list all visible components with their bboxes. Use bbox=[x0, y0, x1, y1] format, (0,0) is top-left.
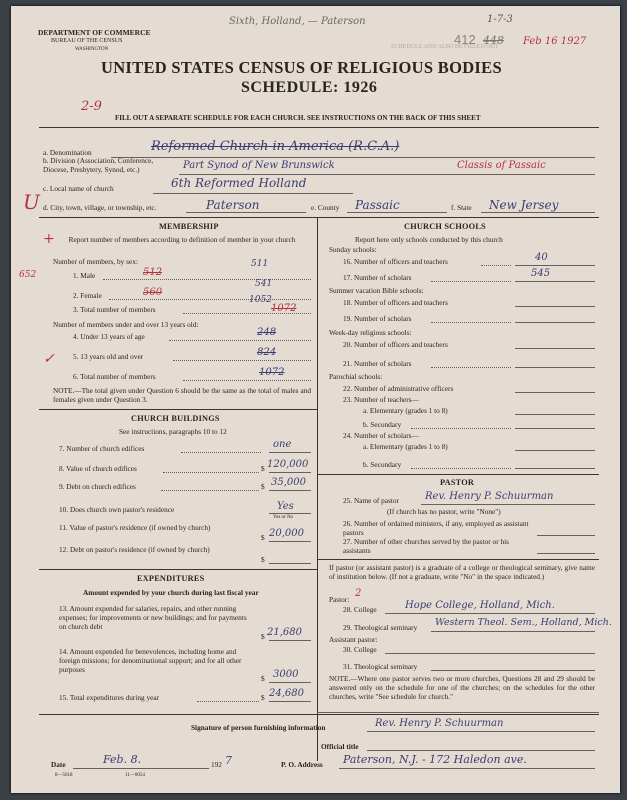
q25-value: Rev. Henry P. Schuurman bbox=[425, 491, 554, 502]
date-value: Feb. 8. bbox=[103, 753, 142, 766]
date-label: Date bbox=[51, 760, 66, 769]
struck-number: 448 bbox=[483, 34, 504, 47]
census-schedule-sheet: DEPARTMENT OF COMMERCE BUREAU OF THE CENSUS WASHINGTON SCHEDULE AND ALSO BE FILLED OUT 412 448 Sixth, Holland, — Paterson 1-7-3 Feb 16 1927 UNITED STATES CENSUS OF RELIGIOUS BODIES SCHEDULE: 1926 2-9 FILL OUT A SEPARATE SCHEDULE FOR EACH CHURCH. SEE INSTRUCTIONS ON THE BACK OF THIS SHEET a. Denomination Reformed Church in America (R.C.A.) b. Division (Association, Conference, Diocese, Presbytery, Synod, etc.) Part Synod of New Brunswick Classis of Passaic c. Local name of church 6th Reformed Holland U d. City, town, village, or township, etc. Paterson e. County Passaic f. State New Jersey MEMBERSHIP Report number of members according to definition of member in your church Number of members, by sex: 652 1. Male 512 511 2. Female 560 541 3. Total number of members 1052 1072 Number of members under and over 13 years old: 4. Under 13 years of age 248 5. 13 years old and over 824 6. Total number of members 1072 NOTE.—The total given under Question 6 should be the same as the total of males and females given under Question 3. + ✓ CHURCH BUILDINGS See instructions, paragraphs 10 to 12 7. Number of church edifices one 8. Value of church edifices $ 120,000 9. Debt on church edifices $ 35,000 10. Does church own pastor's residence Yes Yes or No 11. Value of pastor's residence (if owned by church) $ 20,000 12. Debt on pastor's residence (if owned by church) $ EXPENDITURES Amount expended by your church during last fiscal year 13. Amount expended for salaries, repairs, and other running expenses; for improvements or new buildings; and for payments on church debt $ 21,680 14. Amount expended for benevolences, including home and foreign missions; for denominational support; and for all other purposes $ 3000 15. Total expenditures during year $ 24,680 CHURCH SCHOOLS Report here only schools conducted by this church Sunday schools: 16. Number of officers and teachers 40 17. Number of scholars 545 Summer vacation Bible schools: 18. Number of officers and teachers 19. Number of scholars Week-day religious schools: 20. Number of officers and teachers 21. Number of scholars Parochial schools: 22. Number of administrative officers 23. Number of teachers— a. Elementary (grades 1 to 8) b. Secondary 24. Number of scholars— a. Elementary (grades 1 to 8) b. Secondary PASTOR 25. Name of pastor Rev. Henry P. Schuurman (If church has no pastor, write "None") 26. Number of ordained ministers, if any, employed as assistant pastors 27. Number of other churches served by the pastor or his assistants If pastor (or assistant pastor) is a graduate of a college or theological seminary, give name of institution below. (If not a graduate, write "No" in the space indicated.) Pastor: 2 28. College Hope College, Holland, Mich. 29. Theological seminary Western Theol. Sem., Holland, Mich. Assistant pastor: 30. College 31. Theological seminary NOTE.—Where one pastor serves two or more churches, Questions 28 and 29 should be answered only on the schedule for one of the churches; on the schedules for the other churches, write "See schedule for church." Signature of person furnishing information Rev. Henry P. Schuurman Official title Date Feb. 8. 192 7 P. O. Address Paterson, N.J. - 172 Haledon ave. 8—5618 11—0054 bbox=[11, 6, 620, 793]
margin-note-652: 652 bbox=[19, 270, 37, 280]
buildings-subhead: See instructions, paragraphs 10 to 12 bbox=[119, 427, 227, 436]
denomination-label: a. Denomination bbox=[43, 148, 92, 157]
q24b-label: b. Secondary bbox=[363, 460, 402, 469]
year-printed: 192 bbox=[211, 760, 222, 769]
division-value-red: Classis of Passaic bbox=[457, 160, 546, 171]
q12-label: 12. Debt on pastor's residence (if owned by church) bbox=[59, 545, 210, 554]
pastor-sublabel: Pastor: bbox=[329, 595, 350, 604]
q24a-label: a. Elementary (grades 1 to 8) bbox=[363, 442, 448, 451]
pastor-note: NOTE.—Where one pastor serves two or more churches, Questions 28 and 29 should be answered only on the schedule for one of the churches; on the schedules for the other churches, write "See schedule for church." bbox=[329, 674, 595, 701]
county-value: Passaic bbox=[355, 198, 400, 212]
age-intro: Number of members under and over 13 years old: bbox=[53, 320, 199, 329]
q22-label: 22. Number of administrative officers bbox=[343, 384, 454, 393]
q11-label: 11. Value of pastor's residence (if owned by church) bbox=[59, 523, 211, 532]
local-name-label: c. Local name of church bbox=[43, 184, 114, 193]
address-label: P. O. Address bbox=[281, 760, 323, 769]
q14-value: 3000 bbox=[273, 669, 299, 680]
q7-value: one bbox=[273, 439, 292, 450]
expenditures-subhead: Amount expended by your church during last fiscal year bbox=[83, 588, 259, 597]
state-label: f. State bbox=[451, 203, 472, 212]
q1-alt: 511 bbox=[251, 259, 269, 269]
q17-label: 17. Number of scholars bbox=[343, 273, 412, 282]
q15-label: 15. Total expenditures during year bbox=[59, 693, 160, 702]
signature-value: Rev. Henry P. Schuurman bbox=[375, 718, 504, 729]
membership-intro: Report number of members according to definition of member in your church bbox=[68, 235, 296, 244]
q13-value: 21,680 bbox=[267, 627, 302, 638]
q27-label: 27. Number of other churches served by the pastor or his assistants bbox=[343, 537, 509, 555]
faint-stamp: SCHEDULE AND ALSO BE FILLED OUT bbox=[391, 44, 499, 50]
q24-label: 24. Number of scholars— bbox=[343, 431, 419, 440]
q6-value: 1072 bbox=[259, 367, 285, 378]
q23-label: 23. Number of teachers— bbox=[343, 395, 419, 404]
q10-value: Yes bbox=[277, 501, 294, 512]
members-by-sex-label: Number of members, by sex: bbox=[53, 257, 138, 266]
red-plus-mark: + bbox=[43, 231, 55, 247]
q20-label: 20. Number of officers and teachers bbox=[343, 340, 448, 349]
q21-label: 21. Number of scholars bbox=[343, 359, 412, 368]
signature-label: Signature of person furnishing information bbox=[191, 723, 326, 732]
q23b-label: b. Secondary bbox=[363, 420, 402, 429]
q28-label: 28. College bbox=[343, 605, 377, 614]
q4-value: 248 bbox=[257, 327, 277, 338]
dept-name: DEPARTMENT OF COMMERCE bbox=[38, 28, 151, 37]
q31-label: 31. Theological seminary bbox=[343, 662, 418, 671]
year-handwritten: 7 bbox=[225, 754, 232, 767]
membership-note: NOTE.—The total given under Question 6 should be the same as the total of males and females given under Question 3. bbox=[53, 386, 311, 404]
q2-value: 560 bbox=[143, 287, 163, 298]
q14-label: 14. Amount expended for benevolences, including home and foreign missions; for denominational support; and for all other purposes bbox=[59, 647, 242, 674]
q25-hint: (If church has no pastor, write "None") bbox=[387, 507, 501, 516]
city-label: d. City, town, village, or township, etc. bbox=[43, 203, 157, 212]
sunday-schools-label: Sunday schools: bbox=[329, 245, 377, 254]
file-reference: Sixth, Holland, — Paterson bbox=[229, 16, 366, 27]
q5-value: 824 bbox=[257, 347, 277, 358]
official-title-label: Official title bbox=[321, 742, 359, 751]
form-code-1: 8—5618 bbox=[55, 773, 73, 778]
q5-label: 5. 13 years old and over bbox=[73, 352, 144, 361]
address-value: Paterson, N.J. - 172 Haledon ave. bbox=[343, 753, 527, 766]
schools-intro: Report here only schools conducted by this church bbox=[355, 235, 503, 244]
q15-value: 24,680 bbox=[269, 688, 304, 699]
denomination-value: Reformed Church in America (R.C.A.) bbox=[151, 139, 400, 154]
schools-heading: CHURCH SCHOOLS bbox=[404, 222, 486, 231]
buildings-heading: CHURCH BUILDINGS bbox=[131, 414, 220, 423]
division-value: Part Synod of New Brunswick bbox=[183, 160, 335, 171]
state-value: New Jersey bbox=[489, 198, 559, 212]
membership-heading: MEMBERSHIP bbox=[159, 222, 219, 231]
q29-label: 29. Theological seminary bbox=[343, 623, 418, 632]
local-name-value: 6th Reformed Holland bbox=[171, 176, 307, 190]
form-code-2: 11—0054 bbox=[125, 773, 145, 778]
weekday-schools-label: Week-day religious schools: bbox=[329, 328, 412, 337]
q28-value: Hope College, Holland, Mich. bbox=[405, 600, 555, 611]
red-check-mark: ✓ bbox=[43, 351, 55, 367]
code-mark: 1-7-3 bbox=[487, 14, 513, 25]
city-value: Paterson bbox=[206, 198, 260, 212]
pastor-red-mark: 2 bbox=[355, 588, 362, 599]
q3-alt: 1052 bbox=[249, 295, 272, 305]
form-title: UNITED STATES CENSUS OF RELIGIOUS BODIES bbox=[101, 58, 502, 77]
county-label: e. County bbox=[311, 203, 340, 212]
q8-label: 8. Value of church edifices bbox=[59, 464, 137, 473]
q3-label: 3. Total number of members bbox=[73, 305, 156, 314]
q6-label: 6. Total number of members bbox=[73, 372, 156, 381]
q2-alt: 541 bbox=[255, 279, 273, 289]
q23a-label: a. Elementary (grades 1 to 8) bbox=[363, 406, 448, 415]
form-instruction: FILL OUT A SEPARATE SCHEDULE FOR EACH CHURCH. SEE INSTRUCTIONS ON THE BACK OF THIS SHEET bbox=[115, 114, 481, 122]
form-number: 412 bbox=[454, 32, 476, 47]
q26-label: 26. Number of ordained ministers, if any, employed as assistant pastors bbox=[343, 519, 529, 537]
q17-value: 545 bbox=[531, 268, 551, 279]
bureau-name: BUREAU OF THE CENSUS bbox=[51, 38, 123, 44]
q10-label: 10. Does church own pastor's residence bbox=[59, 505, 175, 514]
q30-label: 30. College bbox=[343, 645, 377, 654]
q1-value: 512 bbox=[143, 267, 163, 278]
q25-label: 25. Name of pastor bbox=[343, 496, 399, 505]
red-mark-2-9: 2-9 bbox=[81, 99, 102, 114]
form-subtitle: SCHEDULE: 1926 bbox=[241, 79, 378, 96]
assistant-sublabel: Assistant pastor: bbox=[329, 635, 378, 644]
expenditures-heading: EXPENDITURES bbox=[137, 574, 205, 583]
q10-hint: Yes or No bbox=[273, 515, 294, 520]
summer-schools-label: Summer vacation Bible schools: bbox=[329, 286, 424, 295]
q7-label: 7. Number of church edifices bbox=[59, 444, 145, 453]
division-label: b. Division (Association, Conference, Diocese, Presbytery, Synod, etc.) bbox=[43, 156, 154, 174]
q29-value: Western Theol. Sem., Holland, Mich. bbox=[435, 617, 612, 628]
q11-value: 20,000 bbox=[269, 528, 304, 539]
q9-label: 9. Debt on church edifices bbox=[59, 482, 136, 491]
q13-label: 13. Amount expended for salaries, repairs, and other running expenses; for improvements or new buildings; and for payments on church debt bbox=[59, 604, 247, 631]
margin-u-mark: U bbox=[23, 190, 40, 214]
received-date: Feb 16 1927 bbox=[523, 36, 587, 47]
pastor-heading: PASTOR bbox=[440, 478, 475, 487]
q4-label: 4. Under 13 years of age bbox=[73, 332, 145, 341]
q1-label: 1. Male bbox=[73, 271, 96, 280]
q16-value: 40 bbox=[535, 252, 548, 263]
q2-label: 2. Female bbox=[73, 291, 102, 300]
q19-label: 19. Number of scholars bbox=[343, 314, 412, 323]
graduate-note: If pastor (or assistant pastor) is a graduate of a college or theological seminary, give name of institution below. (If not a graduate, write "No" in the space indicated.) bbox=[329, 563, 595, 581]
q8-value: 120,000 bbox=[267, 459, 309, 470]
q18-label: 18. Number of officers and teachers bbox=[343, 298, 448, 307]
city-name: WASHINGTON bbox=[75, 47, 109, 52]
parochial-schools-label: Parochial schools: bbox=[329, 372, 383, 381]
q3-value: 1072 bbox=[271, 303, 297, 314]
q16-label: 16. Number of officers and teachers bbox=[343, 257, 448, 266]
q9-value: 35,000 bbox=[271, 477, 306, 488]
